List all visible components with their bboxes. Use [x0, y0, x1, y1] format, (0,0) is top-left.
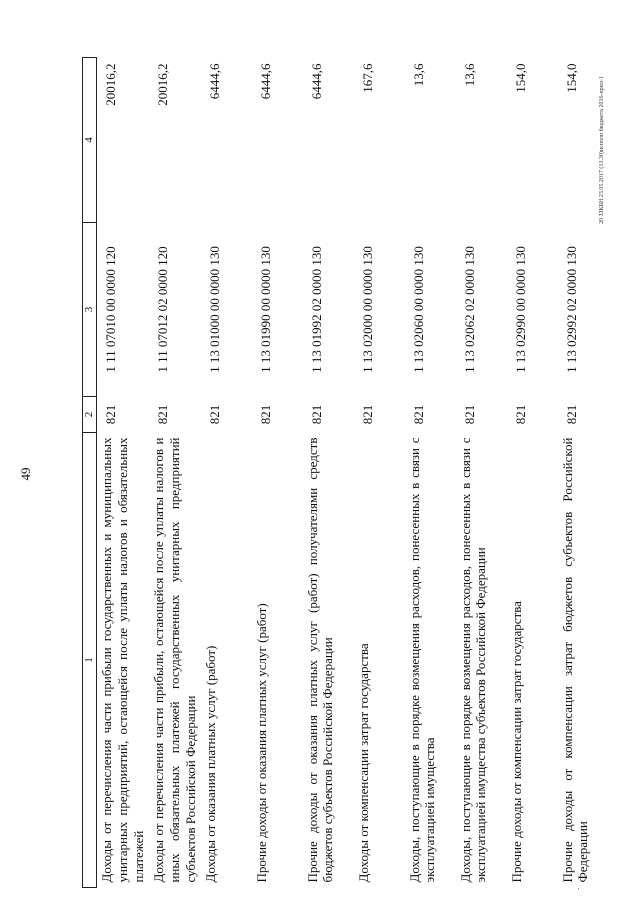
row-amount: 20016,2 — [103, 63, 119, 106]
row-name: Доходы, поступающие в порядке возмещения расходов, понесенных в связи с эксплуатацией имущества — [406, 437, 438, 883]
row-admin-code: 821 — [257, 404, 273, 425]
row-name: Доходы от перечисления части прибыли, остающейся после уплаты налогов и иных обязательных платежей государственных унитарных предприятий субъектов Российской Федерации — [150, 437, 198, 883]
row-admin-code: 821 — [512, 404, 528, 425]
row-amount: 154,0 — [563, 63, 579, 93]
row-name: Доходы от компенсации затрат государства — [355, 643, 371, 883]
row-amount: 20016,2 — [154, 63, 170, 106]
document-footer-code: 20 ЗЗКБН 23.05.2017 (13.30)исполн бюджета 2016-прил-1 — [599, 76, 605, 224]
row-budget-code: 1 11 07010 00 0000 120 — [103, 246, 119, 373]
header-col-2: 2 — [83, 397, 97, 433]
row-budget-code: 1 13 02062 02 0000 130 — [461, 246, 477, 373]
row-admin-code: 821 — [206, 404, 222, 425]
row-name: Прочие доходы от оказания платных услуг (работ) — [253, 603, 269, 883]
row-name: Прочие доходы от оказания платных услуг (работ) получателями средств бюджетов субъектов Российской Федерации — [304, 437, 336, 883]
row-name: Прочие доходы от компенсации затрат государства — [508, 601, 524, 883]
row-amount: 13,6 — [461, 63, 477, 87]
edge-mark: ' — [578, 888, 580, 894]
row-name: Доходы от оказания платных услуг (работ) — [202, 645, 218, 883]
row-budget-code: 1 13 02060 00 0000 130 — [410, 246, 426, 373]
rotated-table-container — [82, 58, 612, 888]
row-admin-code: 821 — [461, 404, 477, 425]
row-amount: 6444,6 — [257, 63, 273, 100]
row-budget-code: 1 13 01992 02 0000 130 — [308, 246, 324, 373]
table-row — [201, 58, 252, 888]
row-budget-code: 1 13 01000 00 0000 130 — [206, 246, 222, 373]
table-row — [507, 58, 558, 888]
row-admin-code: 821 — [103, 404, 119, 425]
row-amount: 154,0 — [512, 63, 528, 93]
header-col-1: 1 — [83, 433, 97, 888]
table-row — [303, 58, 354, 888]
row-name: Доходы, поступающие в порядке возмещения расходов, понесенных в связи с эксплуатацией имущества субъектов Российской Федерации — [457, 437, 489, 883]
page-number: 49 — [18, 467, 33, 481]
row-budget-code: 1 13 01990 00 0000 130 — [257, 246, 273, 373]
row-admin-code: 821 — [359, 404, 375, 425]
row-budget-code: 1 11 07012 02 0000 120 — [154, 246, 170, 373]
table-row — [149, 58, 201, 888]
row-budget-code: 1 13 02992 02 0000 130 — [563, 246, 579, 373]
table-row — [405, 58, 456, 888]
row-name: Доходы от перечисления части прибыли государственных и муниципальных унитарных предприятий, остающейся после уплаты налогов и обязательных платежей — [99, 437, 147, 883]
row-admin-code: 821 — [154, 404, 170, 425]
table-row — [97, 58, 149, 888]
table-row — [456, 58, 507, 888]
table-row — [558, 58, 609, 888]
table-row — [252, 58, 303, 888]
row-budget-code: 1 13 02990 00 0000 130 — [512, 246, 528, 373]
row-amount: 6444,6 — [308, 63, 324, 100]
row-admin-code: 821 — [308, 404, 324, 425]
row-admin-code: 821 — [563, 404, 579, 425]
row-amount: 13,6 — [410, 63, 426, 87]
row-name: Прочие доходы от компенсации затрат бюджетов субъектов Российской Федерации — [559, 437, 591, 883]
row-amount: 6444,6 — [206, 63, 222, 100]
table-row — [354, 58, 405, 888]
row-budget-code: 1 13 02000 00 0000 130 — [359, 246, 375, 373]
row-amount: 167,6 — [359, 63, 375, 93]
table-header-row — [83, 58, 97, 888]
header-col-4: 4 — [83, 58, 97, 223]
revenue-table — [82, 57, 609, 888]
header-col-3: 3 — [83, 223, 97, 397]
row-admin-code: 821 — [410, 404, 426, 425]
